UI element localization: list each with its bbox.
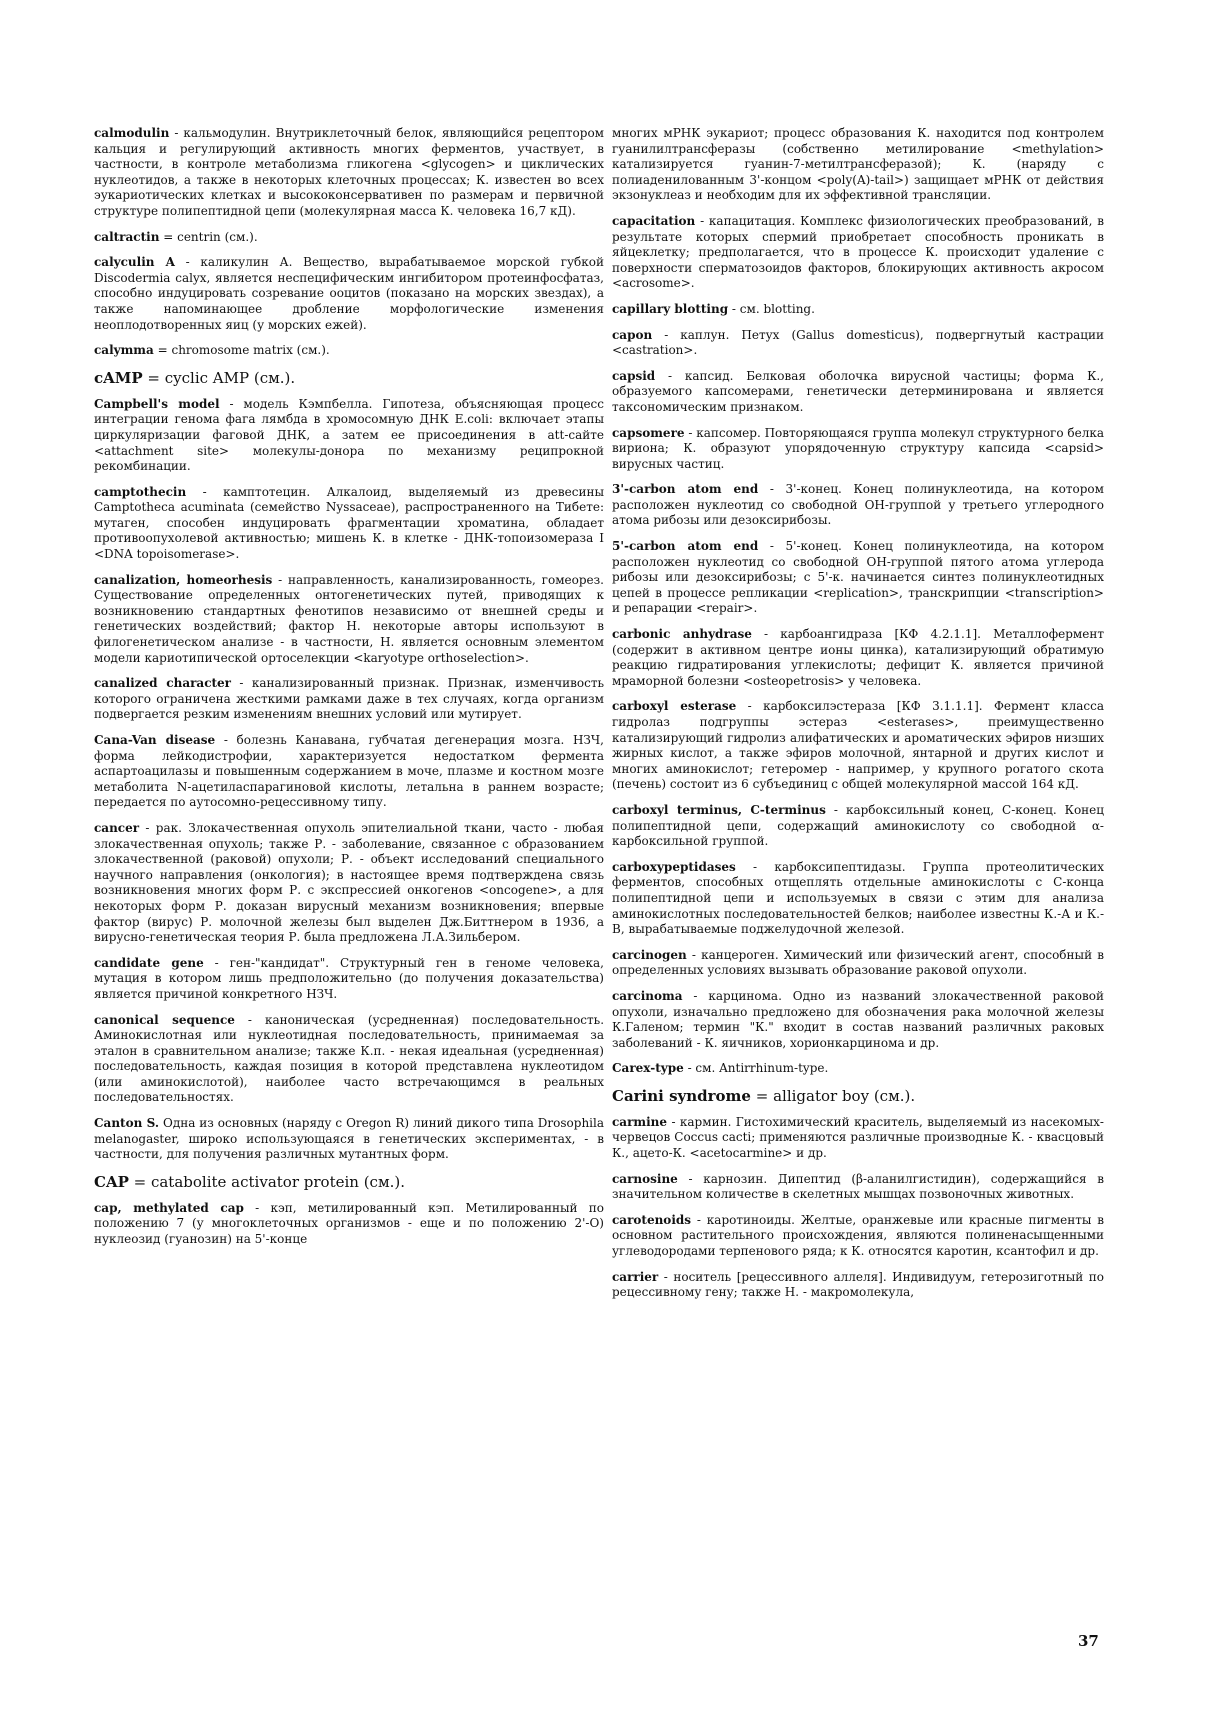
entry-definition: - карбоксилэстераза [КФ 3.1.1.1]. Фермент класса гидролаз подгруппы эстераз <esterases>, преимущественно катализирующий гидролиз алифатических и ароматических эфиров низших жирных кислот, а также эфиров молочной, янтарной и других кислот и многих аминокислот; гетеромер - например, у крупного рогатого скота (печень) состоит из 6 субъединиц с общей молекулярной массой 164 кД.: [612, 699, 1104, 792]
entry-definition: - карбоксипептидазы. Группа протеолитических ферментов, способных отщеплять отдельные аминокислоты с С-конца полипептидной цепи и используемых в связи с этим для анализа аминокислотных последовательностей белков; наиболее известны К.-А и К.-В, вырабатываемые поджелудочной железой.: [612, 859, 1104, 937]
entry-definition: - направленность, канализированность, гомеорез. Существование определенных онтогенетических путей, приводящих к возникновению стандартных фенотипов независимо от внешней среды и генетических воздействий; фактор Н. некоторые авторы используют в филогенетическом анализе - в частности, Н. является основным элементом модели кариотипической ортоселекции <karyotype orthoselection>.: [94, 572, 604, 665]
entry-definition: = cyclic AMP (см.).: [142, 368, 296, 387]
entry-definition: - капсид. Белковая оболочка вирусной частицы; форма К., образуемого капсомерами, генетически детерминирована и является таксономическим признаком.: [612, 368, 1104, 414]
left-column: [94, 126, 604, 1258]
dictionary-entry: [612, 1115, 1104, 1162]
entry-definition: - капсомер. Повторяющаяся группа молекул структурного белка вириона; К. образуют упорядоченную структуру капсида <capsid> вирусных частиц.: [612, 425, 1104, 471]
dictionary-entry: [612, 1087, 1104, 1105]
dictionary-entry: [612, 1172, 1104, 1203]
entry-term: calmodulin: [94, 126, 170, 140]
dictionary-entry: [612, 1213, 1104, 1260]
entry-definition: - рак. Злокачественная опухоль эпителиальной ткани, часто - любая злокачественная опухоль; также Р. - заболевание, связанное с образованием злокачественной (раковой) опухоли; Р. - объект исследований специального научного направления (онкология); в настоящее время подтверждена связь возникновения многих форм Р. с экспрессией онкогенов <oncogene>, а для некоторых форм Р. доказан вирусный механизм возникновения; впервые фактор (вирус) Р. молочной железы был выделен Дж.Биттнером в 1936, а вирусно-генетическая теория Р. была предложена Л.А.Зильбером.: [94, 820, 604, 945]
entry-term: 5'-carbon atom end: [612, 539, 759, 554]
dictionary-entry: [94, 1173, 604, 1191]
entry-definition: - ген-"кандидат". Структурный ген в геноме человека, мутация в котором лишь предположительно (до получения доказательства) является причиной конкретного НЗЧ.: [94, 955, 604, 1001]
entry-definition: - см. Antirrhinum-type.: [683, 1061, 829, 1076]
dictionary-entry: [94, 126, 604, 220]
entry-definition: - кармин. Гистохимический краситель, выделяемый из насекомых-червецов Coccus cacti; применяются различные производные К. - квасцовый К., ацето-К. <acetocarmine> и др.: [612, 1114, 1104, 1161]
entry-term: canalization, homeorhesis: [94, 572, 273, 587]
entry-definition: - кальмодулин. Внутриклеточный белок, являющийся рецептором кальция и регулирующий активность многих ферментов, участвует, в частности, в контроле метаболизма гликогена <glycogen> и циклических нуклеотидов, а также в некоторых клеточных процессах; К. известен во всех эукариотических клетках и высококонсервативен по размерам и первичной структуре полипептидной цепи (молекулярная масса К. человека 16,7 кД).: [94, 126, 604, 218]
entry-term: carcinogen: [612, 947, 687, 962]
entry-term: capsid: [612, 368, 656, 383]
dictionary-entry: [94, 397, 604, 475]
dictionary-entry: [612, 860, 1104, 938]
dictionary-entry: [94, 1116, 604, 1163]
entry-definition: - носитель [рецессивного аллеля]. Индивидуум, гетерозиготный по рецессивному гену; также Н. - макромолекула,: [612, 1269, 1104, 1300]
entry-definition: - 5'-конец. Конец полинуклеотида, на котором расположен нуклеотид со свободной ОН-группой пятого атома углерода рибозы или дезоксирибозы; с 5'-к. начинается синтез полинуклеотидных цепей в процессе репликации <replication>, транскрипции <transcription> и репарации <repair>.: [612, 539, 1104, 616]
entry-term: capacitation: [612, 213, 696, 228]
entry-term: canonical sequence: [94, 1012, 235, 1027]
entry-definition: - болезнь Канавана, губчатая дегенерация мозга. НЗЧ, форма лейкодистрофии, характеризуется недостатком фермента аспартоацилазы и повышенным содержанием в моче, плазме и костном мозге метаболита N-ацетиласпарагиновой кислоты, летальна в раннем возрасте; передается по аутосомно-рецессивному типу.: [94, 733, 604, 810]
entry-definition: - карбоксильный конец, С-конец. Конец полипептидной цепи, содержащий аминокислоту со свободной α-карбоксильной группой.: [612, 802, 1104, 849]
dictionary-entry: [612, 482, 1104, 529]
dictionary-entry: [94, 255, 604, 333]
entry-term: carrier: [612, 1269, 659, 1284]
dictionary-entry: [612, 1061, 1104, 1077]
dictionary-entry: [94, 485, 604, 563]
entry-term: carboxyl terminus, C-terminus: [612, 802, 826, 817]
entry-definition: - канализированный признак. Признак, изменчивость которого ограничена жесткими рамками даже в тех случаях, когда организм подвергается резким изменениям внешних условий или мутирует.: [94, 676, 604, 722]
dictionary-entry: [612, 699, 1104, 793]
dictionary-entry: [612, 539, 1104, 617]
dictionary-entry: [94, 343, 604, 359]
dictionary-entry: [94, 733, 604, 811]
entry-definition: многих мРНК эукариот; процесс образования К. находится под контролем гуанилилтрансферазы (собственно метилирование <methylation> катализируется гуанин-7-метилтрансферазой); К. (наряду с полиаденилованным 3'-концом <poly(A)-tail>) защищает мРНК от действия экзонуклеаз и необходим для их эффективной трансляции.: [612, 126, 1104, 203]
entry-definition: = catabolite activator protein (см.).: [128, 1172, 406, 1191]
dictionary-entry: [612, 989, 1104, 1051]
entry-definition: - см. blotting.: [728, 301, 815, 316]
entry-definition: - каротиноиды. Желтые, оранжевые или красные пигменты в основном растительного происхождения, являются полиненасыщенными углеводородами терпенового ряда; к К. относятся каротин, ксантофил и др.: [612, 1212, 1104, 1259]
entry-term: camptothecin: [94, 484, 187, 499]
dictionary-entry: [94, 676, 604, 723]
entry-definition: - карбоангидраза [КФ 4.2.1.1]. Металлофермент (содержит в активном центре ионы цинка), катализирующий обратимую реакцию гидратирования углекислоты; дефицит К. является причиной мраморной болезни <osteopetrosis> у человека.: [612, 627, 1104, 688]
dictionary-entry: [612, 328, 1104, 359]
dictionary-entry: [94, 230, 604, 246]
entry-term: cancer: [94, 820, 140, 835]
entry-definition: - 3'-конец. Конец полинуклеотида, на котором расположен нуклеотид со свободной ОН-группой у третьего углеродного атома рибозы или дезоксирибозы.: [612, 482, 1104, 528]
dictionary-entry: [612, 369, 1104, 416]
entry-definition: = chromosome matrix (см.).: [153, 343, 330, 358]
dictionary-entry: [612, 948, 1104, 979]
entry-definition: - карцинома. Одно из названий злокачественной раковой опухоли, изначально предложено для обозначения рака молочной железы К.Галеном; термин "К." входит в состав названий различных раковых заболеваний - К. яичников, хорионкарцинома и др.: [612, 988, 1104, 1050]
entry-term: carcinoma: [612, 988, 683, 1003]
entry-definition: - канцероген. Химический или физический агент, способный в определенных условиях вызывать образование раковой опухоли.: [612, 947, 1104, 978]
entry-term: capillary blotting: [612, 301, 729, 316]
dictionary-entry: [612, 1270, 1104, 1301]
dictionary-entry: [612, 214, 1104, 292]
entry-definition: - карнозин. Дипептид (β-аланилгистидин), содержащийся в значительном количестве в скелетных мышцах позвоночных животных.: [612, 1171, 1104, 1202]
dictionary-entry: [612, 126, 1104, 204]
entry-term: carboxypeptidases: [612, 859, 736, 874]
dictionary-entry: [94, 1013, 604, 1107]
entry-term: Carini syndrome: [612, 1086, 751, 1105]
entry-term: carotenoids: [612, 1212, 692, 1227]
page-number: 37: [1078, 1632, 1099, 1650]
entry-definition: - каликулин А. Вещество, вырабатываемое морской губкой Discodermia calyx, является неспецифическим ингибитором протеинфосфатаз, способно индуцировать созревание ооцитов (показано на морских звездах), а также напоминающее дробление морфологические изменения неоплодотворенных яиц (у морских ежей).: [94, 255, 604, 332]
dictionary-entry: [94, 573, 604, 667]
entry-definition: - каноническая (усредненная) последовательность. Аминокислотная или нуклеотидная последовательность, принимаемая за эталон в сравнительном анализе; также К.п. - некая идеальная (усредненная) последовательность, каждая позиция в которой представлена нуклеотидом (или аминокислотой), наиболее часто встречающимся в реальных последовательностях.: [94, 1012, 605, 1105]
entry-term: caltractin: [94, 229, 160, 244]
right-column: [612, 126, 1104, 1311]
entry-term: calyculin A: [94, 255, 175, 270]
entry-term: carnosine: [612, 1171, 678, 1186]
entry-term: carbonic anhydrase: [612, 627, 752, 642]
entry-term: Cana-Van disease: [94, 733, 216, 747]
entry-term: candidate gene: [94, 955, 204, 970]
entry-term: Campbell's model: [94, 396, 220, 411]
entry-definition: = centrin (см.).: [159, 229, 258, 244]
entry-term: carmine: [612, 1114, 668, 1129]
entry-definition: = alligator boy (см.).: [750, 1086, 916, 1105]
entry-definition: - каплун. Петух (Gallus domesticus), подвергнутый кастрации <castration>.: [612, 327, 1104, 358]
entry-definition: - капацитация. Комплекс физиологических преобразований, в результате которых спермий приобретает способность проникать в яйцеклетку; предполагается, что в процессе К. происходит удаление с поверхности сперматозоидов факторов, блокирующих активность акросом <acrosome>.: [612, 213, 1104, 291]
entry-definition: - камптотецин. Алкалоид, выделяемый из древесины Camptotheca acuminata (семейство Nyssaceae), распространенного на Тибете: мутаген, способен индуцировать фрагментации хроматина, обладает противоопухолевой активностью; мишень К. в клетке - ДНК-топоизомераза I <DNA topoisomerase>.: [94, 484, 604, 562]
entry-term: calymma: [94, 343, 154, 358]
entry-term: capon: [612, 327, 653, 342]
entry-term: capsomere: [612, 425, 685, 440]
entry-definition: - кэп, метилированный кэп. Метилированный по положению 7 (у многоклеточных организмов - еще и по положению 2'-О) нуклеозид (гуанозин) на 5'-конце: [94, 1200, 604, 1247]
dictionary-entry: [94, 1201, 604, 1248]
entry-term: cAMP: [94, 368, 143, 387]
dictionary-entry: [612, 803, 1104, 850]
entry-term: canalized character: [94, 676, 232, 691]
entry-definition: - модель Кэмпбелла. Гипотеза, объясняющая процесс интеграции генома фага лямбда в хромосомную ДНК E.coli: включает этапы циркуляризации фаговой ДНК, а затем ее присоединения в att-сайте <attachment site> молекулы-донора по механизму реципрокной рекомбинации.: [94, 396, 604, 474]
entry-term: CAP: [94, 1172, 129, 1191]
dictionary-entry: [612, 426, 1104, 473]
dictionary-entry: [94, 956, 604, 1003]
dictionary-entry: [94, 369, 604, 387]
entry-term: Carex-type: [612, 1061, 684, 1076]
dictionary-entry: [94, 821, 604, 946]
dictionary-entry: [612, 627, 1104, 689]
entry-term: Canton S.: [94, 1116, 160, 1131]
entry-term: cap, methylated cap: [94, 1200, 244, 1215]
entry-term: carboxyl esterase: [612, 699, 737, 714]
entry-definition: Одна из основных (наряду с Oregon R) линий дикого типа Drosophila melanogaster, широко использующаяся в генетических экспериментах, - в частности, для получения различных мутантных форм.: [94, 1116, 605, 1162]
entry-term: 3'-carbon atom end: [612, 482, 759, 497]
dictionary-entry: [612, 302, 1104, 318]
